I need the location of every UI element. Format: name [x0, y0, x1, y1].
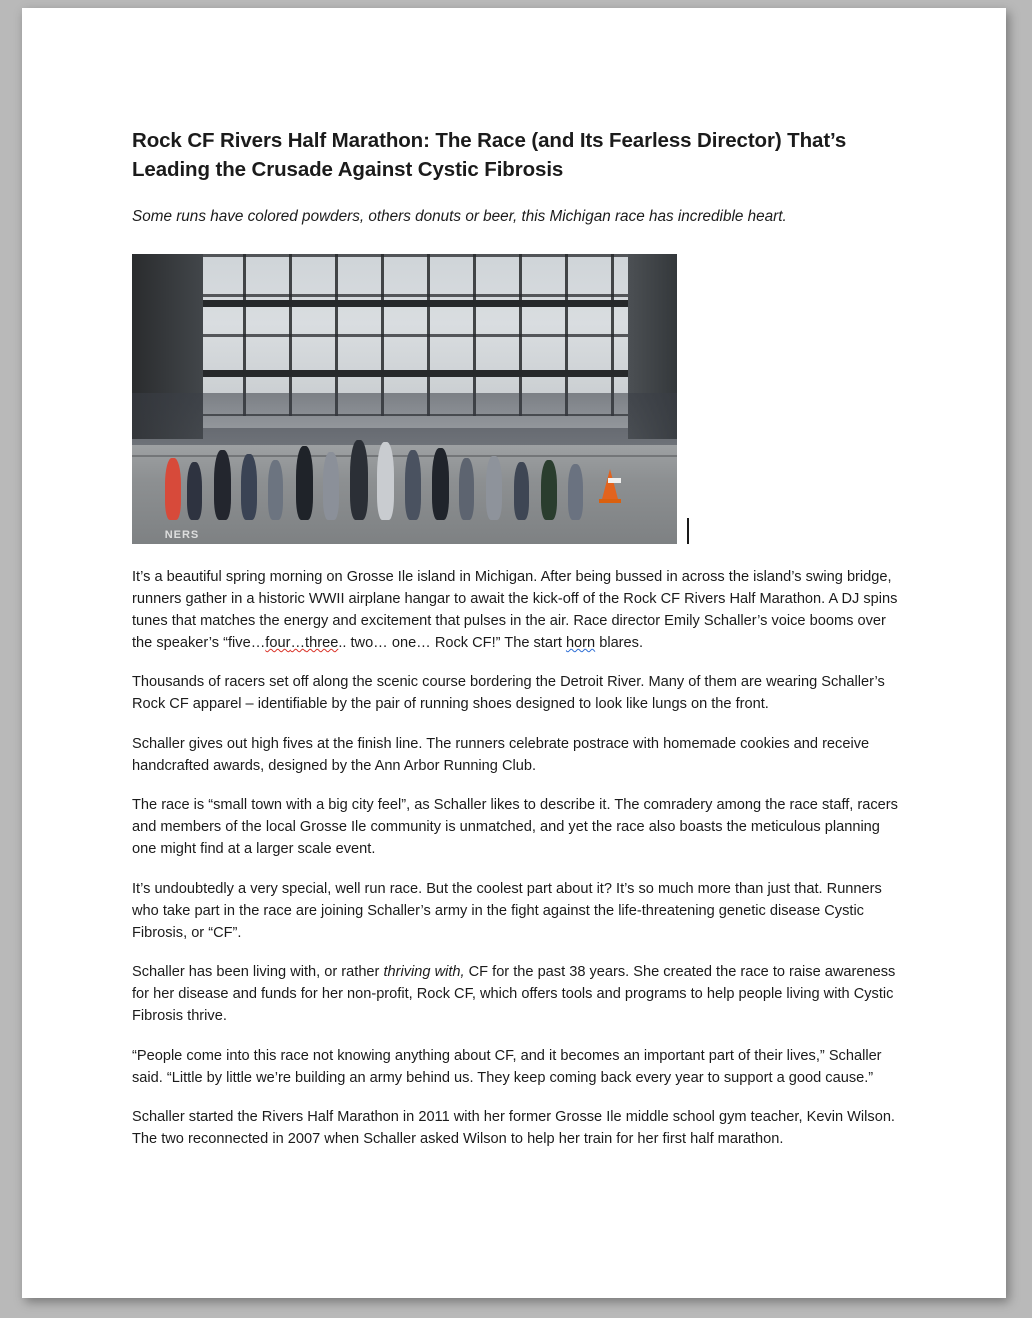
text-run: .. two… one… Rock CF!” The start — [338, 635, 566, 652]
traffic-cone-icon — [601, 469, 619, 503]
text-run: It’s a beautiful spring morning on Grosse Ile island in Michigan. After being bussed in across the island’s swing bridge, runners gather in a historic WWII airplane hangar to await the kick-off of the Rock CF Rivers Half Marathon. A DJ spins tunes that matches the energy and excitement that pulses in the air. Race director Emily Schaller’s voice booms over the speaker’s “five… — [132, 568, 898, 652]
article-image — [132, 254, 677, 544]
photo-window-grid — [197, 254, 633, 416]
document-subtitle: Some runs have colored powders, others donuts or beer, this Michigan race has incredible heart. — [132, 208, 787, 226]
body-paragraph — [132, 1106, 907, 1150]
photo-runner — [350, 440, 368, 520]
photo-runner — [296, 446, 313, 520]
text-run: Schaller started the Rivers Half Marathon in 2011 with her former Grosse Ile middle school gym teacher, Kevin Wilson. The two reconnected in 2007 when Schaller asked Wilson to help her train for her first half marathon. — [132, 1108, 895, 1148]
photo-ground-line — [132, 455, 677, 457]
text-run: Schaller has been living with, or rather — [132, 964, 384, 981]
body-paragraph — [132, 878, 907, 945]
photo-runner — [268, 460, 283, 520]
text-run: The race is “small town with a big city feel”, as Schaller likes to describe it. The comradery among the race staff, racers and members of the local Grosse Ile community is unmatched, and yet the race also boasts the meticulous planning one might find at a larger scale event. — [132, 797, 898, 858]
photo-runner — [541, 460, 557, 520]
body-paragraph — [132, 566, 907, 655]
text-run: Thousands of racers set off along the scenic course bordering the Detroit River. Many of them are wearing Schaller’s Rock CF apparel – identifiable by the pair of running shoes designed to look like lungs on the front. — [132, 674, 885, 713]
text-run-spell-blue: horn — [565, 635, 596, 652]
document-page — [22, 8, 1006, 1298]
photo-runner — [377, 442, 394, 520]
text-run: Schaller gives out high fives at the finish line. The runners celebrate postrace with homemade cookies and receive handcrafted awards, designed by the Ann Arbor Running Club. — [132, 735, 870, 774]
photo-runner — [187, 462, 202, 520]
photo-runner — [323, 452, 339, 520]
text-run-spell: three — [305, 635, 339, 652]
article-body — [132, 566, 907, 1151]
photo-runner — [432, 448, 449, 520]
text-run: blares. — [595, 635, 644, 652]
text-run: “People come into this race not knowing anything about CF, and it becomes an important part of their lives,” Schaller said. “Little by little we’re building an army behind us. They keep coming back every year to support a good cause.” — [132, 1047, 882, 1086]
photo-runner — [405, 450, 421, 520]
photo-runner — [165, 458, 181, 520]
hangar-race-photo — [132, 254, 677, 544]
photo-runner — [568, 464, 583, 520]
body-paragraph — [132, 671, 907, 715]
photo-runner — [486, 456, 502, 520]
photo-runner — [514, 462, 529, 520]
text-cursor — [687, 518, 689, 544]
photo-runner — [214, 450, 231, 520]
photo-runner — [241, 454, 257, 520]
photo-beam-upper — [132, 300, 677, 307]
text-run-italic: thriving with, — [383, 964, 465, 981]
text-run-spell: … — [290, 635, 306, 652]
text-run: It’s undoubtedly a very special, well run race. But the coolest part about it? It’s so much more than just that. Runners who take part in the race are joining Schaller’s army in the fight against the life-threatening genetic disease Cystic Fibrosis, or “CF”. — [132, 880, 882, 941]
text-run: CF for the past 38 years. She created the race to raise awareness for her disease and funds for her non-profit, Rock CF, which offers tools and programs to help people living with Cystic Fibrosis thrive. — [132, 964, 896, 1025]
page-content — [132, 126, 907, 1150]
body-paragraph — [132, 733, 907, 777]
photo-banner-text: NERS — [164, 528, 200, 541]
body-paragraph — [132, 1045, 907, 1089]
page-title: Rock CF Rivers Half Marathon: The Race (and Its Fearless Director) That’s Leading the Crusade Against Cystic Fibrosis — [132, 129, 847, 182]
body-paragraph — [132, 961, 907, 1028]
text-run-spell: four — [265, 635, 291, 652]
body-paragraph — [132, 794, 907, 861]
traffic-cone-band — [608, 478, 621, 483]
photo-beam-lower — [132, 370, 677, 377]
photo-runner — [459, 458, 474, 520]
